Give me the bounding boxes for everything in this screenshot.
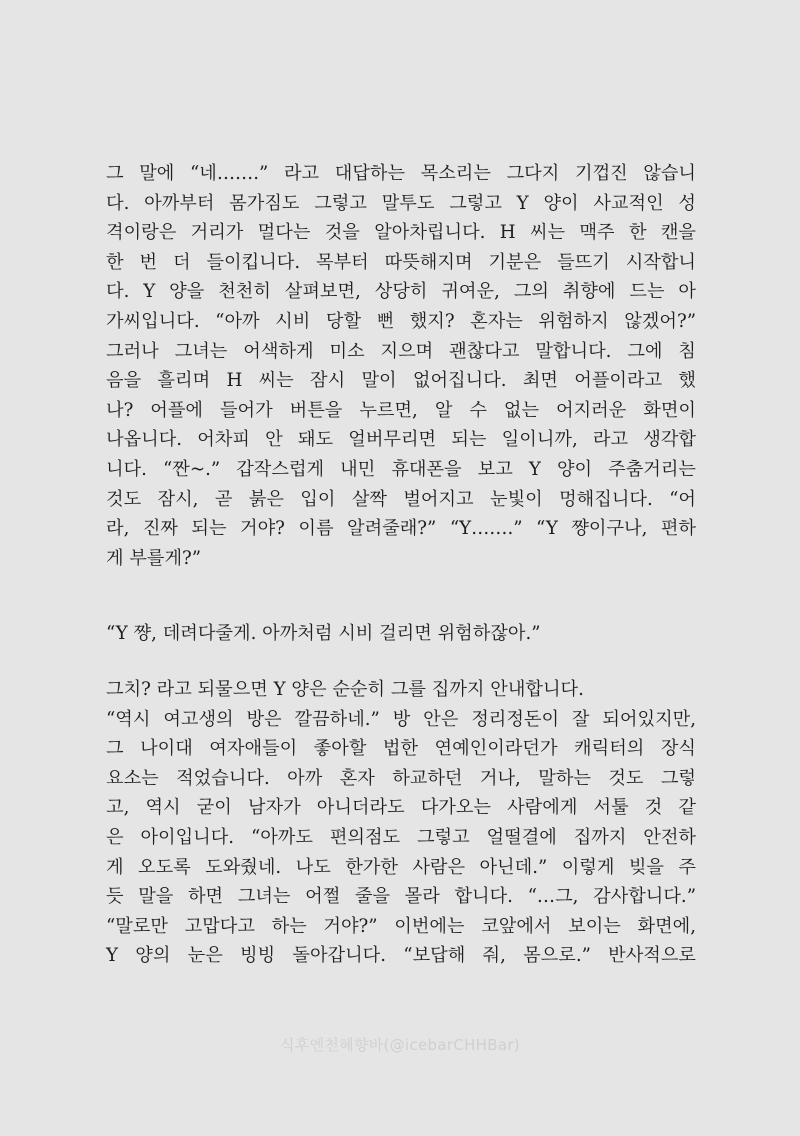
text-line: 격이랑은 거리가 멀다는 것을 알아차립니다. H 씨는 맥주 한 캔을 <box>106 222 696 244</box>
text-line: 듯 말을 하면 그녀는 어쩔 줄을 몰라 합니다. “…그, 감사합니다.” <box>106 886 696 908</box>
paragraph-2 <box>106 619 696 649</box>
text-line: 그치? 라고 되물으면 Y 양은 순순히 그를 집까지 안내합니다. <box>106 679 584 700</box>
text-line: 요소는 적었습니다. 아까 혼자 하교하던 거나, 말하는 것도 그렇 <box>106 767 696 789</box>
text-line: 그 말에 “네…….” 라고 대답하는 목소리는 그다지 기껍진 않습니 <box>106 163 696 184</box>
text-line: 나? 어플에 들어가 버튼을 누르면, 알 수 없는 어지러운 화면이 <box>106 399 696 421</box>
text-line: 다. Y 양을 천천히 살펴보면, 상당히 귀여운, 그의 취향에 드는 아 <box>106 281 696 303</box>
watermark: 식후엔천혜향바(@icebarCHHBar) <box>280 1036 520 1054</box>
text-line: “Y 쨩, 데려다줄게. 아까처럼 시비 걸리면 위험하잖아.” <box>106 623 541 644</box>
text-line: 가씨입니다. “아까 시비 당할 뻔 했지? 혼자는 위험하지 않겠어?” <box>106 310 696 332</box>
text-line: 게 부를게?” <box>106 547 202 569</box>
text-line: 라, 진짜 되는 거야? 이름 알려줄래?” “Y…….” “Y 쨩이구나, 편하 <box>106 518 696 540</box>
text-line: 그 나이대 여자애들이 좋아할 법한 연예인이라던가 캐릭터의 장식 <box>106 738 696 760</box>
text-line: 음을 흘리며 H 씨는 잠시 말이 없어집니다. 최면 어플이라고 했 <box>106 370 696 392</box>
text-line: 니다. “짠~.” 갑작스럽게 내민 휴대폰을 보고 Y 양이 주춤거리는 <box>106 458 696 480</box>
paragraph-3 <box>106 675 696 971</box>
text-line: 그러나 그녀는 어색하게 미소 지으며 괜찮다고 말합니다. 그에 침 <box>106 340 696 362</box>
text-line: 게 오도록 도와줬네. 나도 한가한 사람은 아닌데.” 이렇게 빚을 주 <box>106 856 696 878</box>
paragraph-1 <box>106 159 696 573</box>
text-line: 고, 역시 굳이 남자가 아니더라도 다가오는 사람에게 서툴 것 같 <box>106 797 696 819</box>
text-line: Y 양의 눈은 빙빙 돌아갑니다. “보답해 줘, 몸으로.” 반사적으로 <box>106 945 696 967</box>
text-line: 것도 잠시, 곧 붉은 입이 살짝 벌어지고 눈빛이 멍해집니다. “어 <box>106 488 696 510</box>
text-line: 한 번 더 들이킵니다. 목부터 따뜻해지며 기분은 들뜨기 시작합니 <box>106 251 696 273</box>
text-line: 은 아이입니다. “아까도 편의점도 그렇고 얼떨결에 집까지 안전하 <box>106 826 696 848</box>
text-line: “말로만 고맙다고 하는 거야?” 이번에는 코앞에서 보이는 화면에, <box>106 915 696 937</box>
text-line: 다. 아까부터 몸가짐도 그렇고 말투도 그렇고 Y 양이 사교적인 성 <box>106 192 696 214</box>
text-line: “역시 여고생의 방은 깔끔하네.” 방 안은 정리정돈이 잘 되어있지만, <box>106 708 696 730</box>
text-line: 나옵니다. 어차피 안 돼도 얼버무리면 되는 일이니까, 라고 생각합 <box>106 429 696 451</box>
